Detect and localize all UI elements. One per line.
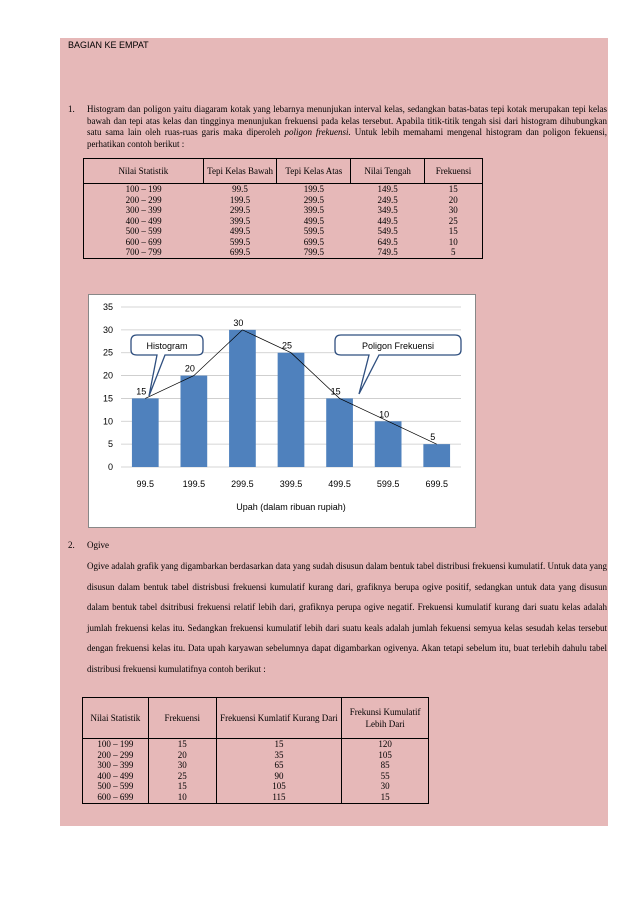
table1-header: Frekuensi [425,159,483,184]
table1-body [84,184,483,259]
section-1-paragraph [87,104,607,150]
table1-header: Nilai Statistik [84,159,204,184]
table-cell: 600 – 699 [83,792,149,803]
table2-header: Frekuensi Kumlatif Kurang Dari [216,698,342,739]
table-cell: 115 [216,792,342,803]
table-cell: 399.5 [303,205,324,215]
table-cell: 199.5 [303,184,324,194]
class-boundaries-table [83,158,483,259]
x-tick-label: 499.5 [328,479,351,489]
table-cell: 400 – 499 [125,215,162,226]
table-cell: 120 [342,739,429,750]
table-cell: 30 [342,781,429,792]
table-cell: 55 [342,771,429,782]
table2-row [83,771,429,782]
y-tick-label: 20 [102,370,113,381]
table-cell: 15 [342,792,429,803]
table-cell: 400 – 499 [83,771,149,782]
table-cell: 199.5 [229,194,251,205]
table1-row [84,247,483,258]
bar [375,421,402,467]
table1-row [84,216,483,227]
bar [423,444,450,467]
table-cell: 100 – 199 [83,739,149,750]
table-cell: 699.5 [303,236,324,247]
table-cell: 249.5 [377,194,398,205]
x-tick-label: 299.5 [231,479,254,489]
table-cell: 600 – 699 [125,236,162,247]
x-tick-label: 99.5 [136,479,155,489]
table-cell: 105 [216,781,342,792]
table-cell: 30 [148,760,216,771]
data-label: 25 [281,340,293,351]
table2-row [83,760,429,771]
cumulative-frequency-table [82,697,429,804]
table-cell: 30 [448,205,458,215]
table2-row [83,781,429,792]
table-cell: 99.5 [232,184,248,194]
section-1-emphasis: poligon frekuensi. [284,127,351,137]
table-cell: 349.5 [377,205,398,215]
y-tick-label: 10 [102,416,113,427]
y-tick-label: 25 [102,347,113,358]
table-cell: 15 [148,739,216,750]
table-cell: 749.5 [377,247,398,257]
table-cell: 85 [342,760,429,771]
table2-header: Frekuensi [148,698,216,739]
table2-header: Nilai Statistik [83,698,149,739]
section-1-number: 1. [68,104,75,114]
section-2-number: 2. [68,540,75,550]
table2-row [83,750,429,761]
y-tick-label: 0 [107,462,113,472]
table-cell: 499.5 [229,226,251,236]
table2-header: Frekunsi Kumulatif Lebih Dari [342,698,429,739]
table-cell: 799.5 [303,247,324,257]
table-cell: 90 [216,771,342,782]
table1-row [84,226,483,237]
data-label: 15 [136,386,147,397]
table1-header: Nilai Tengah [351,159,425,184]
table-cell: 399.5 [229,215,251,226]
table2-row [83,739,429,750]
table-cell: 200 – 299 [83,750,149,761]
x-axis-title: Upah (dalam ribuan rupiah) [236,502,346,512]
histogram-svg [89,295,475,527]
section-1-text: Histogram dan poligon yaitu diagaram kotak yang lebarnya menunjukan interval kelas, sedangkan batas-batas tepi kotak merupakan tepi kelas bawah dan tepi atas kelas dan tingginya menunjukan frekuensi pada kelas tersebut. Apabila titik-titik tengah sisi dari histogram dihubungkan satu sama lain oleh ruas-ruas garis maka diperoleh [87,104,607,137]
section-header: BAGIAN KE EMPAT [68,40,149,50]
table-cell: 105 [342,750,429,761]
data-label: 30 [233,317,244,328]
table1-header: Tepi Kelas Atas [277,159,351,184]
table-cell: 449.5 [377,215,398,226]
bar [181,376,208,467]
x-tick-label: 199.5 [182,479,206,489]
table-cell: 15 [448,184,458,194]
table-cell: 149.5 [377,184,398,194]
bar [326,398,353,467]
table-cell: 25 [448,215,458,226]
table-cell: 5 [451,247,456,257]
table1-row [84,237,483,248]
data-label: 5 [430,432,436,443]
table-cell: 700 – 799 [125,247,162,257]
x-tick-label: 399.5 [279,479,303,489]
section-2-title: Ogive [87,540,109,550]
table-cell: 20 [148,750,216,761]
x-tick-label: 699.5 [425,479,448,489]
table-cell: 500 – 599 [83,781,149,792]
section-1-text-tail: Untuk lebih memahami mengenal histogram dan poligon fekuensi, perhatikan contoh berikut : [87,127,607,149]
polygon-callout-label: Poligon Frekuensi [361,341,435,351]
bar [132,398,159,467]
y-tick-label: 5 [107,439,113,450]
table-cell: 15 [448,226,458,236]
table-cell: 500 – 599 [125,226,162,236]
x-tick-label: 599.5 [376,479,400,489]
table-cell: 25 [148,771,216,782]
section-2-paragraph: Ogive adalah grafik yang digambarkan berdasarkan data yang sudah disusun dalam bentuk tabel distribusi frekuensi kumulatif. Untuk data yang disusun dalam bentuk tabel distrisbusi frekuensi kumulatif kurang dari, grafiknya berupa ogive positif, sedangkan untuk data yang disusun dalam bentuk tabel dsitribusi frekuensi relatif lebih dari, grafiknya perupa ogive negatif. Frekuensi kumulatif kurang dari suatu kelas adalah jumlah frekuensi kelas itu. Sedangkan frekuensi kumulatif lebih dari suatu keals adalah jumlah fekuensi semyua kelas sesudah kelas tersebut dengan frekuensi kelas itu. Data upah karyawan sebelumnya dapat digambarkan ogivenya. Akan tetapi sebelum itu, buat terlebih dahulu tabel distribusi frekuensi kumulatifnya contoh berikut : [87,561,607,674]
table-cell: 10 [148,792,216,803]
table-cell: 699.5 [229,247,251,257]
table-cell: 549.5 [377,226,398,236]
y-tick-label: 35 [102,302,113,312]
data-label: 20 [184,363,195,374]
table-cell: 200 – 299 [125,194,162,205]
table2-row [83,792,429,803]
table1-row [84,184,483,195]
bar [229,330,256,467]
y-tick-label: 15 [102,393,113,404]
histogram-callout-label: Histogram [146,341,188,351]
table-cell: 10 [448,236,458,247]
y-tick-label: 30 [102,324,113,335]
histogram-chart [88,294,476,528]
table-cell: 599.5 [303,226,324,236]
table1-row [84,205,483,216]
table-cell: 300 – 399 [83,760,149,771]
table-cell: 100 – 199 [125,184,162,194]
bar [278,353,305,467]
table-cell: 299.5 [229,205,251,215]
table-cell: 65 [216,760,342,771]
table2-body [83,739,429,804]
table-cell: 15 [216,739,342,750]
data-label: 10 [379,409,390,420]
table-cell: 35 [216,750,342,761]
table-cell: 20 [448,194,458,205]
table-cell: 15 [148,781,216,792]
table-cell: 300 – 399 [125,205,162,215]
table-cell: 499.5 [303,215,324,226]
table-cell: 299.5 [303,194,324,205]
data-label: 15 [330,386,341,397]
table1-row [84,195,483,206]
table1-header: Tepi Kelas Bawah [203,159,277,184]
table-cell: 599.5 [229,236,251,247]
table-cell: 649.5 [377,236,398,247]
